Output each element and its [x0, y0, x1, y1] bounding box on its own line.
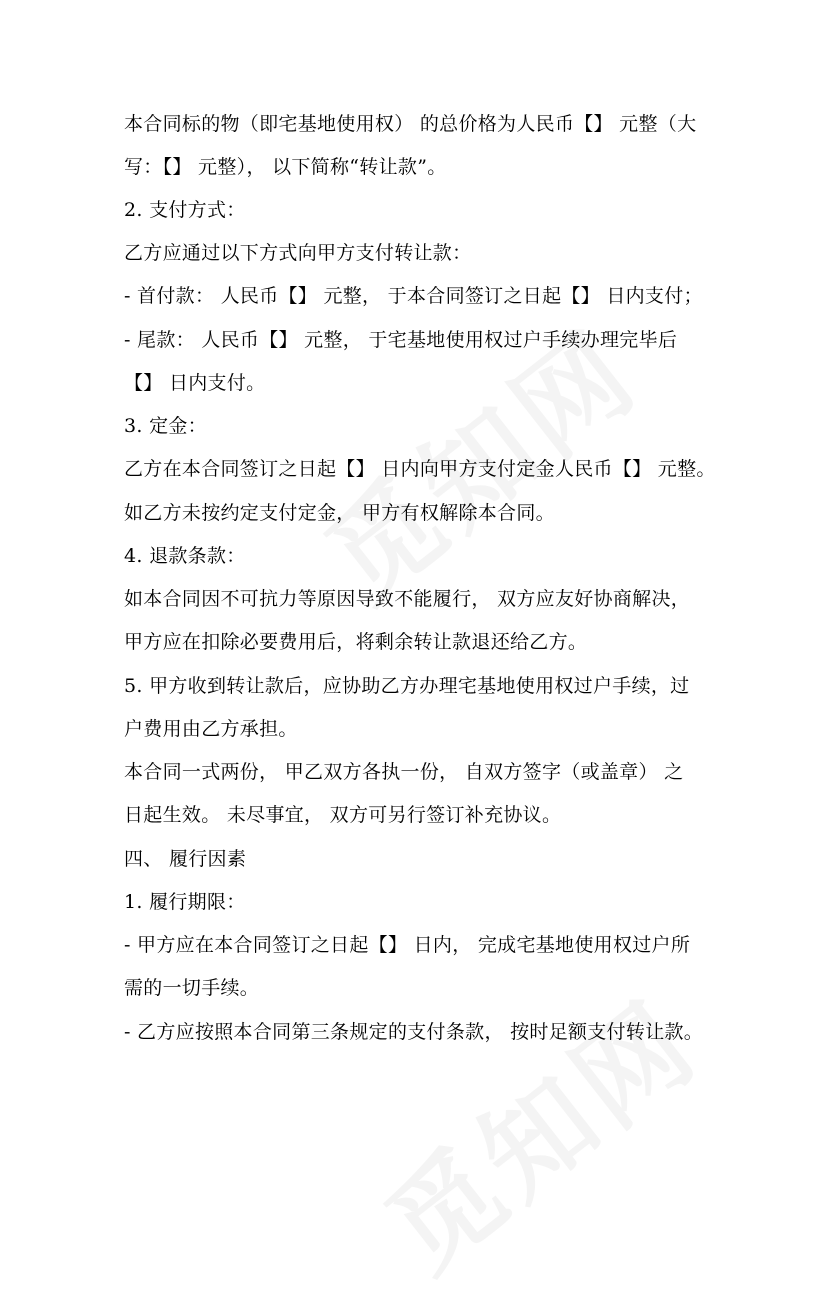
list-item: - 首付款： 人民币【】 元整， 于本合同签订之日起【】 日内支付； — [124, 285, 703, 307]
list-item-continuation: 【】 日内支付。 — [124, 372, 266, 394]
paragraph-line: 本合同标的物（即宅基地使用权） 的总价格为人民币【】 元整（大 — [124, 113, 697, 135]
list-item: - 乙方应按照本合同第三条规定的支付条款， 按时足额支付转让款。 — [124, 1021, 704, 1043]
paragraph-line: 甲方应在扣除必要费用后，将剩余转让款退还给乙方。 — [124, 631, 588, 653]
paragraph-line: 乙方在本合同签订之日起【】 日内向甲方支付定金人民币【】 元整。 — [124, 458, 716, 480]
paragraph-line: 写：【】 元整）， 以下简称“转让款”。 — [124, 156, 447, 178]
paragraph-line: 本合同一式两份， 甲乙双方各执一份， 自双方签字（或盖章） 之 — [124, 761, 684, 783]
list-item-continuation: 需的一切手续。 — [124, 977, 260, 999]
section-heading: 4. 退款条款： — [124, 545, 246, 567]
paragraph-line: 如本合同因不可抗力等原因导致不能履行， 双方应友好协商解决， — [124, 588, 691, 610]
section-heading: 2. 支付方式： — [124, 199, 246, 221]
list-item: - 甲方应在本合同签订之日起【】 日内， 完成宅基地使用权过户所 — [124, 934, 691, 956]
paragraph-line: 5. 甲方收到转让款后，应协助乙方办理宅基地使用权过户手续，过 — [124, 675, 690, 697]
paragraph-line: 户费用由乙方承担。 — [124, 718, 298, 740]
paragraph-line: 乙方应通过以下方式向甲方支付转让款： — [124, 242, 472, 264]
section-heading: 3. 定金： — [124, 415, 207, 437]
paragraph-line: 如乙方未按约定支付定金， 甲方有权解除本合同。 — [124, 502, 555, 524]
list-item: - 尾款： 人民币【】 元整， 于宅基地使用权过户手续办理完毕后 — [124, 329, 678, 351]
watermark — [349, 958, 725, 1300]
section-heading: 1. 履行期限： — [124, 891, 246, 913]
paragraph-line: 日起生效。 未尽事宜， 双方可另行签订补充协议。 — [124, 804, 562, 826]
chapter-heading: 四、 履行因素 — [124, 848, 247, 870]
